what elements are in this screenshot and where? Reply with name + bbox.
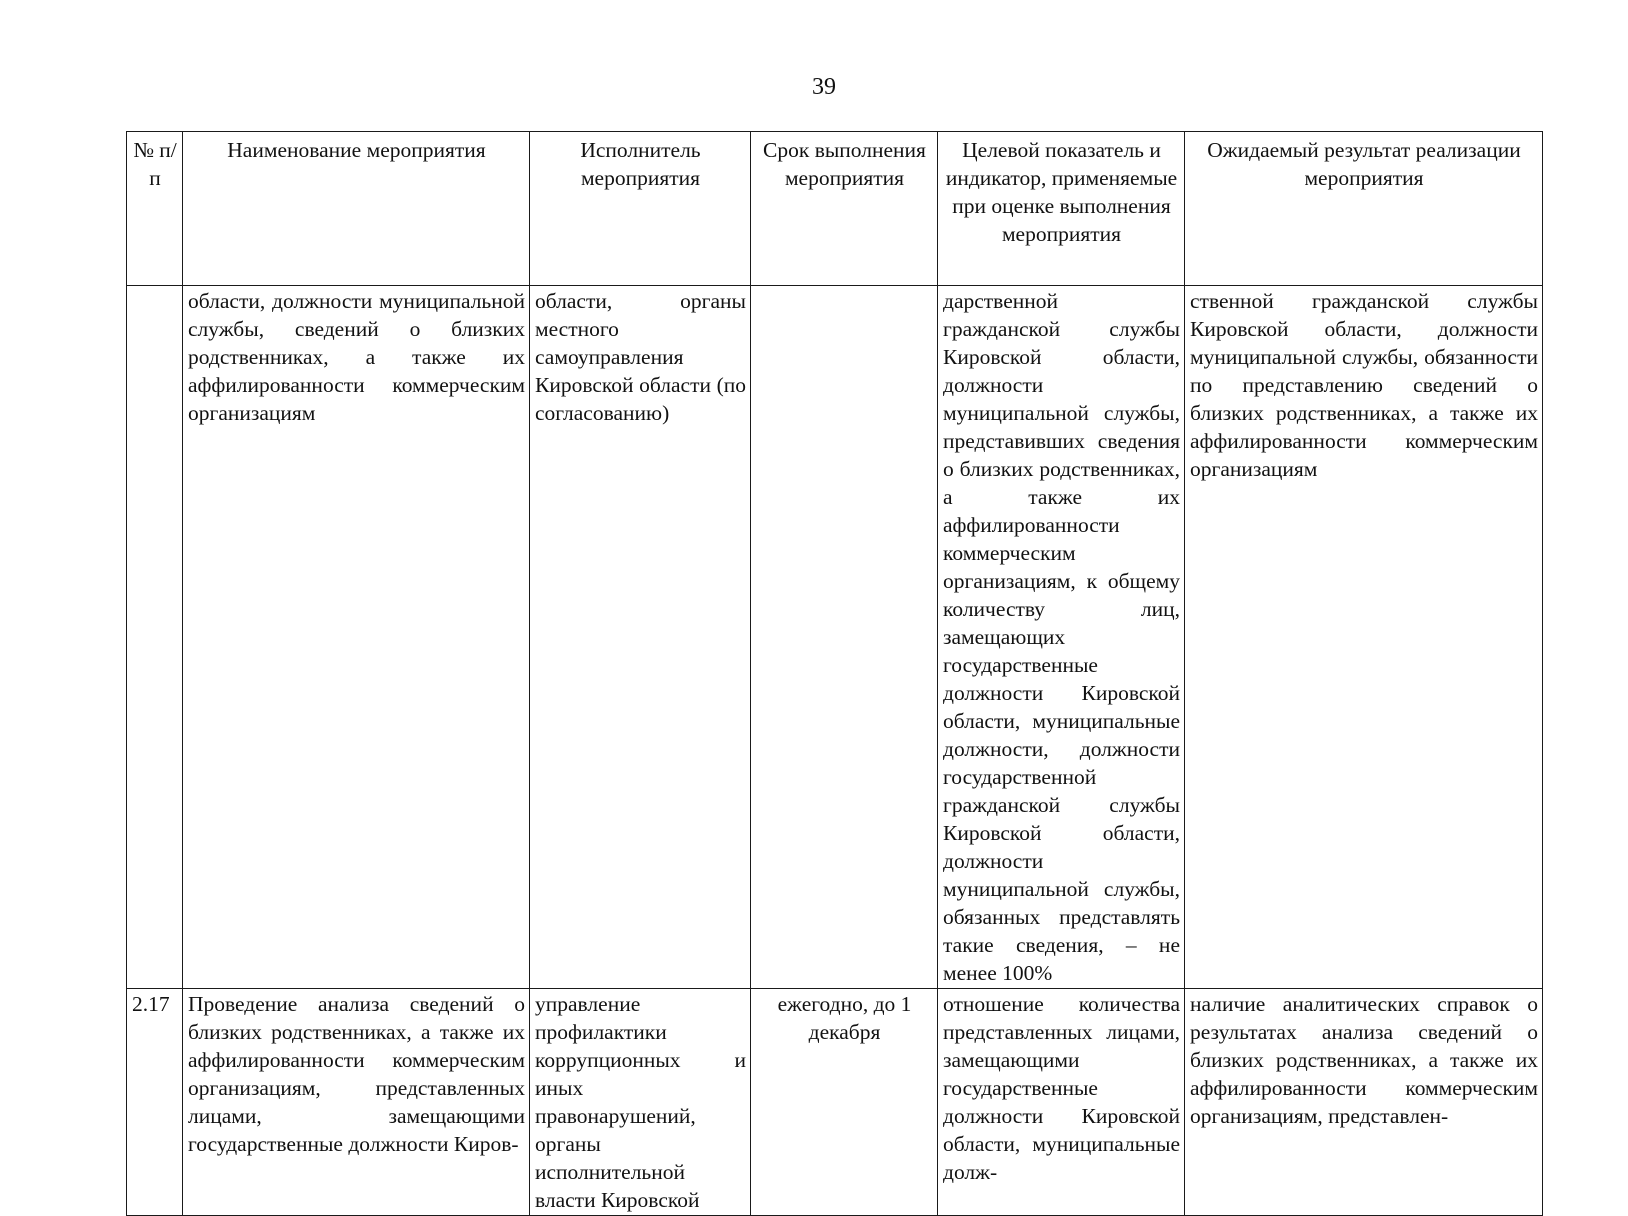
header-name: Наименование мероприятия <box>183 132 530 286</box>
page-number: 39 <box>812 74 836 100</box>
cell-num <box>127 286 183 989</box>
header-result: Ожидаемый результат реализации мероприятия <box>1185 132 1543 286</box>
cell-result: наличие аналитических справок о результатах анализа сведений о близких родственниках, а также их аффилированности коммерческим организациям, представлен- <box>1185 989 1543 1216</box>
cell-indicator: дарственной гражданской службы Кировской области, должности муниципальной службы, представивших сведения о близких родственниках, а также их аффилированности коммерческим организациям, к общему количеству лиц, замещающих государственные должности Кировской области, муниципальные должности, должности государственной гражданской службы Кировской области, должности муниципальной службы, обязанных представлять такие сведения, – не менее 100% <box>938 286 1185 989</box>
cell-deadline: ежегодно, до 1 декабря <box>751 989 938 1216</box>
cell-result: ственной гражданской службы Кировской области, должности муниципальной службы, обязанности по представлению сведений о близких родственниках, а также их аффилированности коммерческим организациям <box>1185 286 1543 989</box>
measures-table <box>126 131 1543 1216</box>
header-deadline: Срок выполнения мероприятия <box>751 132 938 286</box>
header-num: № п/п <box>127 132 183 286</box>
cell-name: области, должности муниципальной службы, сведений о близких родственниках, а также их аффилированности коммерческим организациям <box>183 286 530 989</box>
cell-indicator: отношение количества представленных лицами, замещающими государственные должности Кировской области, муниципальные долж- <box>938 989 1185 1216</box>
cell-executor: области, органы местного самоуправления Кировской области (по согласованию) <box>530 286 751 989</box>
table-row <box>127 286 1543 989</box>
cell-num: 2.17 <box>127 989 183 1216</box>
table-row <box>127 989 1543 1216</box>
cell-executor: управление профилактики коррупционных и иных правонарушений, органы исполнительной власти Кировской <box>530 989 751 1216</box>
header-executor: Исполнитель мероприятия <box>530 132 751 286</box>
cell-name: Проведение анализа сведений о близких родственниках, а также их аффилированности коммерческим организациям, представленных лицами, замещающими государственные должности Киров- <box>183 989 530 1216</box>
cell-deadline <box>751 286 938 989</box>
header-indicator: Целевой показатель и индикатор, применяемые при оценке выполнения мероприятия <box>938 132 1185 286</box>
table-header-row <box>127 132 1543 286</box>
